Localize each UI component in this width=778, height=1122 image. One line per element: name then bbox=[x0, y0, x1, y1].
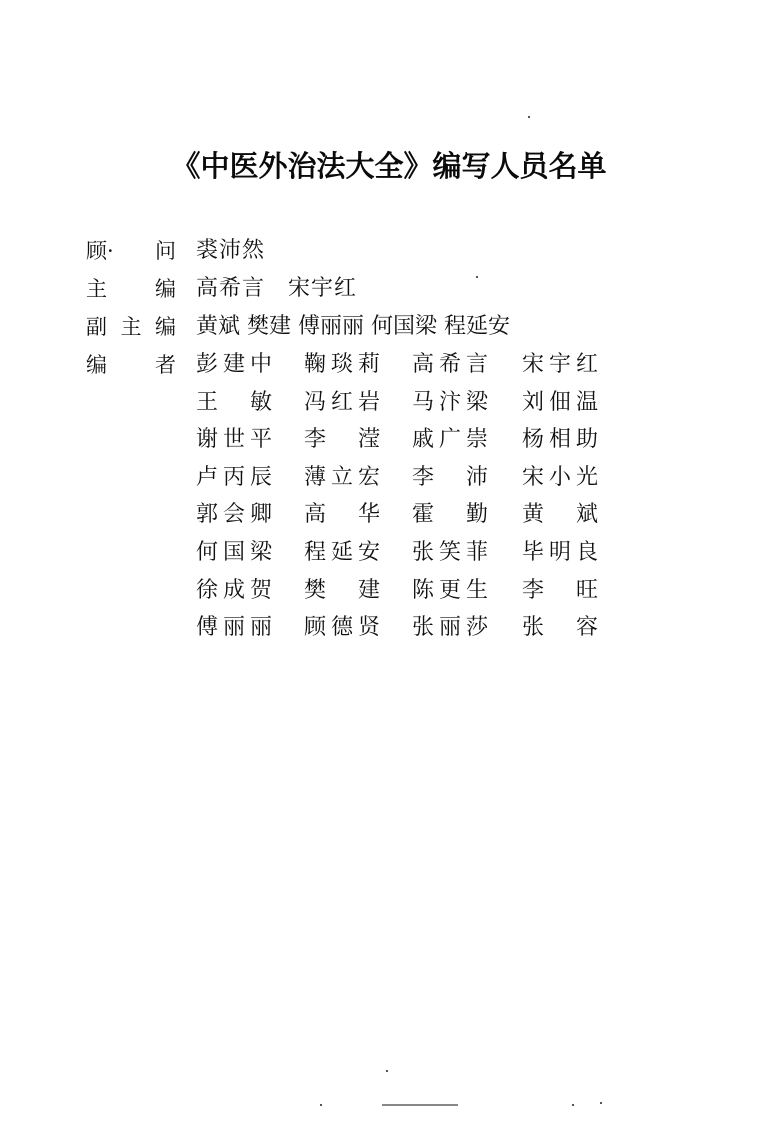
role-label-char: 主 bbox=[120, 315, 142, 339]
editor-name: 高 希 言 bbox=[412, 352, 488, 377]
role-label-adviser bbox=[86, 236, 176, 266]
scan-artifact bbox=[382, 1104, 458, 1106]
editor-name: 霍 勤 bbox=[412, 502, 488, 528]
editor-name: 张 容 bbox=[522, 615, 598, 641]
editor-row bbox=[196, 425, 606, 455]
editor-row bbox=[196, 500, 606, 530]
role-label-char: 主 bbox=[86, 277, 107, 301]
chief-editor-names: 高希言 宋宇红 bbox=[196, 276, 358, 301]
editor-name: 冯 红 岩 bbox=[304, 389, 380, 415]
role-label-char: 编 bbox=[155, 277, 176, 301]
editor-name: 傅 丽 丽 bbox=[196, 615, 272, 641]
editor-name: 马 汴 梁 bbox=[412, 389, 488, 415]
editor-name: 程 延 安 bbox=[304, 540, 380, 565]
editor-name: 高 华 bbox=[304, 502, 380, 528]
editor-name: 张 丽 莎 bbox=[412, 615, 488, 641]
editor-name: 李 滢 bbox=[304, 427, 380, 453]
role-label-chief-editor bbox=[86, 274, 176, 304]
scan-speck bbox=[320, 1104, 322, 1106]
editor-name: 刘 佃 温 bbox=[522, 389, 598, 415]
editor-name: 何 国 梁 bbox=[196, 540, 272, 565]
editor-name: 彭 建 中 bbox=[196, 352, 272, 377]
editor-name: 陈 更 生 bbox=[412, 577, 488, 603]
editor-name: 黄 斌 bbox=[522, 502, 598, 528]
editor-name: 谢 世 平 bbox=[196, 427, 272, 453]
editor-name: 樊 建 bbox=[304, 577, 380, 603]
role-label-char: 编 bbox=[155, 315, 176, 339]
editor-row bbox=[196, 576, 606, 606]
editor-name: 徐 成 贺 bbox=[196, 577, 272, 603]
editor-name: 薄 立 宏 bbox=[304, 464, 380, 490]
editor-row bbox=[196, 350, 606, 380]
editor-name: 卢 丙 辰 bbox=[196, 464, 272, 490]
role-label-deputy-chief-editor bbox=[86, 312, 176, 342]
editor-name: 宋 小 光 bbox=[522, 464, 598, 490]
page-title: 《中医外治法大全》编写人员名单 bbox=[171, 149, 607, 183]
role-label-char: 编 bbox=[86, 353, 107, 377]
editor-row bbox=[196, 613, 606, 643]
adviser-names: 裘沛然 bbox=[196, 238, 266, 263]
editor-name: 杨 相 助 bbox=[522, 427, 598, 453]
role-label-char: 副 bbox=[86, 315, 107, 339]
role-label-char: 顾· bbox=[86, 239, 114, 263]
editor-name: 宋 宇 红 bbox=[522, 352, 598, 377]
scan-speck bbox=[572, 1104, 574, 1106]
editor-name: 顾 德 贤 bbox=[304, 615, 380, 641]
role-label-char: 者 bbox=[155, 353, 176, 377]
editor-name: 郭 会 卿 bbox=[196, 502, 272, 528]
editor-row bbox=[196, 388, 606, 418]
editor-name: 鞠 琰 莉 bbox=[304, 352, 380, 377]
editor-name: 张 笑 菲 bbox=[412, 540, 488, 565]
deputy-chief-editor-names: 黄斌 樊建 傅丽丽 何国梁 程延安 bbox=[196, 314, 510, 339]
editor-row bbox=[196, 538, 606, 568]
editor-name: 李 沛 bbox=[412, 464, 488, 490]
scan-speck bbox=[600, 1102, 602, 1104]
scan-speck bbox=[386, 1070, 388, 1072]
role-label-editors bbox=[86, 350, 176, 380]
scan-speck bbox=[476, 276, 478, 278]
editor-row bbox=[196, 463, 606, 493]
editor-name: 王 敏 bbox=[196, 389, 272, 415]
role-label-char: 问 bbox=[155, 239, 176, 263]
scan-speck bbox=[528, 116, 530, 118]
editor-name: 毕 明 良 bbox=[522, 540, 598, 565]
editor-name: 李 旺 bbox=[522, 577, 598, 603]
editor-name: 戚 广 崇 bbox=[412, 427, 488, 453]
